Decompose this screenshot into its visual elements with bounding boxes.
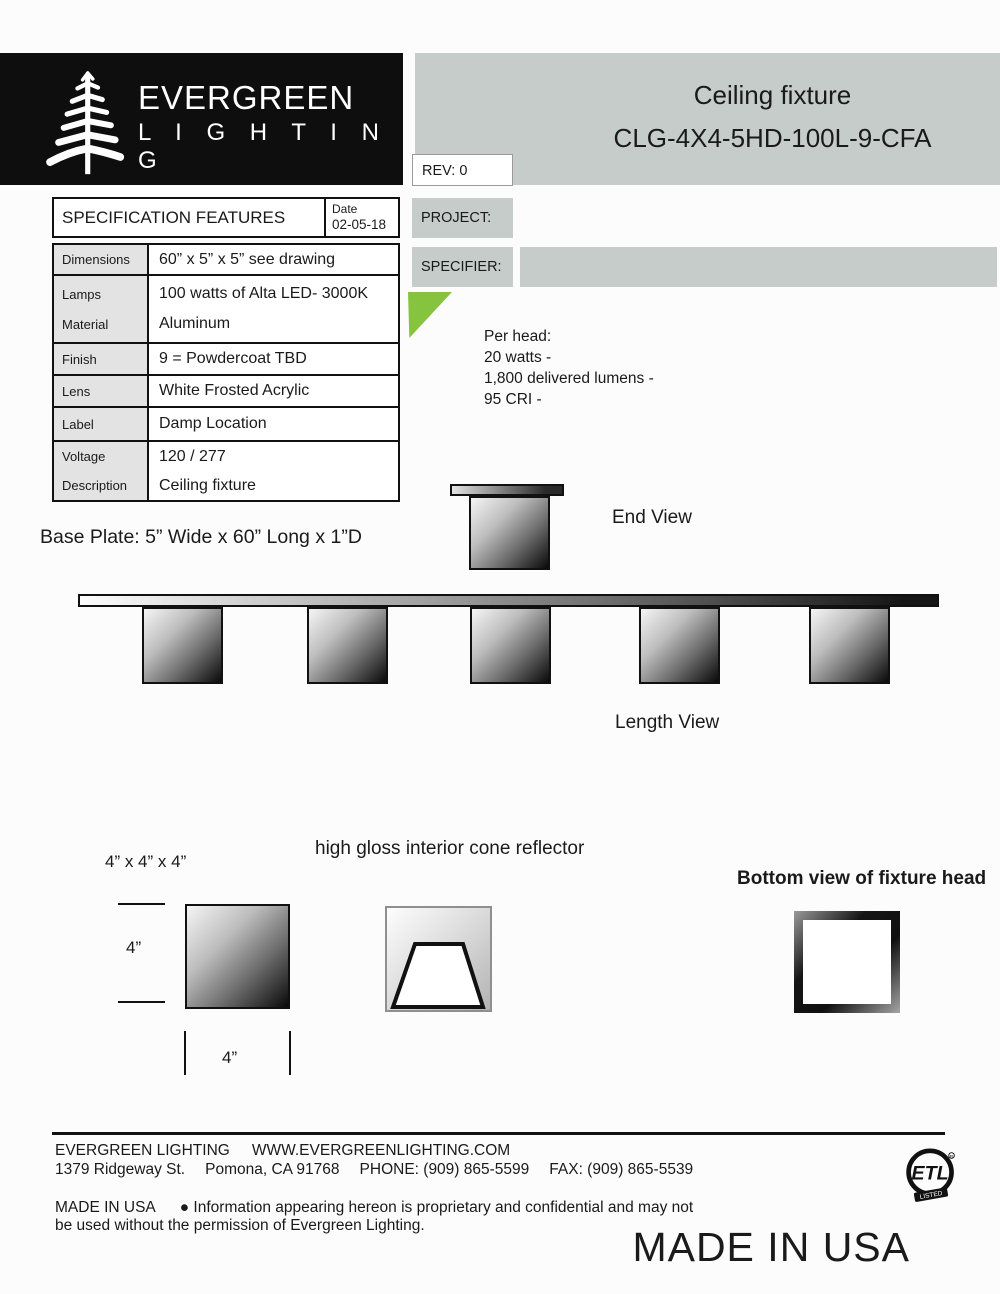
rev-field: REV: 0 (412, 154, 513, 186)
cone-reflector-drawing (385, 906, 492, 1012)
footer-fax: FAX: (909) 865-5539 (549, 1161, 694, 1178)
project-field-label: PROJECT: (412, 198, 513, 238)
footer-contact-line (55, 1161, 693, 1179)
made-in-usa-text: MADE IN USA (55, 1199, 156, 1216)
disclaimer-text: ● Information appearing hereon is proprietary and confidential and may not (179, 1199, 694, 1216)
svg-text:R: R (949, 1153, 954, 1159)
length-view-head-drawing (142, 607, 223, 684)
etl-listed-icon (903, 1146, 959, 1206)
svg-text:LISTED: LISTED (919, 1190, 943, 1201)
cone-trapezoid-shape (387, 908, 490, 1010)
bottom-view-lens-area (803, 920, 891, 1004)
table-row (54, 374, 398, 406)
dimension-tick (289, 1031, 291, 1075)
green-corner-accent (408, 292, 452, 338)
dimension-tick (118, 1001, 165, 1003)
product-title: Ceiling fixture (693, 80, 852, 110)
made-in-usa-large: MADE IN USA (632, 1224, 910, 1270)
table-row (54, 440, 398, 500)
spec-table (52, 243, 400, 502)
footer-divider (52, 1132, 945, 1135)
disclaimer-text2: be used without the permission of Evergreen Lighting. (55, 1217, 425, 1234)
length-view-head-drawing (639, 607, 720, 684)
cone-reflector-caption: high gloss interior cone reflector (315, 838, 585, 859)
width-dimension-label: 4” (222, 1048, 238, 1067)
row-value: 100 watts of Alta LED- 3000K Aluminum (159, 285, 369, 332)
specifier-input-bar (520, 247, 997, 287)
end-view-caption: End View (612, 507, 692, 528)
specifier-field-label: SPECIFIER: (412, 247, 513, 287)
row-label: Label (54, 408, 149, 440)
end-view-head-drawing (469, 496, 550, 570)
base-plate-note: Base Plate: 5” Wide x 60” Long x 1”D (40, 526, 362, 548)
footer-disclaimer-line (55, 1199, 693, 1217)
length-view-caption: Length View (615, 712, 720, 733)
footer-website: WWW.EVERGREENLIGHTING.COM (251, 1142, 511, 1159)
logo (0, 53, 403, 185)
date-label: Date (332, 202, 358, 216)
logo-company-name: EVERGREEN (138, 79, 355, 116)
row-label: Voltage Description (54, 442, 149, 500)
footer-address: 1379 Ridgeway St. (55, 1161, 186, 1178)
dimension-tick (184, 1031, 186, 1075)
svg-text:ETL: ETL (911, 1162, 949, 1185)
table-row (54, 274, 398, 342)
logo-company-sub: L I G H T I N G (138, 119, 388, 174)
table-row (54, 342, 398, 374)
footer-company: EVERGREEN LIGHTING (55, 1142, 230, 1159)
footer-disclaimer-line2 (55, 1217, 425, 1235)
footer-company-line (55, 1142, 510, 1160)
row-label: Lens (54, 376, 149, 406)
row-value: White Frosted Acrylic (159, 382, 310, 399)
head-dimensions-note: 4” x 4” x 4” (105, 852, 187, 871)
spec-features-header (52, 197, 400, 238)
bottom-view-drawing (794, 911, 900, 1013)
row-value: Damp Location (159, 415, 267, 432)
footer-city: Pomona, CA 91768 (205, 1161, 340, 1178)
end-view-baseplate-drawing (450, 484, 564, 496)
table-row (54, 245, 398, 274)
row-label: Lamps Material (54, 276, 149, 342)
length-view-baseplate-drawing (78, 594, 939, 607)
dimension-tick (118, 903, 165, 905)
height-dimension-label: 4” (126, 938, 142, 957)
row-label: Finish (54, 344, 149, 374)
length-view-head-drawing (307, 607, 388, 684)
length-view-head-drawing (470, 607, 551, 684)
head-side-view-drawing (185, 904, 290, 1009)
row-value: 120 / 277 Ceiling fixture (159, 447, 256, 494)
row-label: Dimensions (54, 245, 149, 274)
date-value: 02-05-18 (332, 217, 387, 232)
per-head-note: Per head: 20 watts - 1,800 delivered lumens - 95 CRI - (484, 328, 654, 408)
footer-phone: PHONE: (909) 865-5599 (359, 1161, 530, 1178)
logo-text (138, 79, 403, 175)
pine-tree-icon (38, 61, 134, 181)
length-view-head-drawing (809, 607, 890, 684)
date-cell (324, 199, 398, 236)
spec-features-title: SPECIFICATION FEATURES (62, 207, 286, 227)
table-row (54, 406, 398, 440)
row-value: 60” x 5” x 5” see drawing (159, 250, 336, 268)
row-value: 9 = Powdercoat TBD (159, 350, 307, 367)
bottom-view-caption: Bottom view of fixture head (737, 868, 987, 889)
model-number: CLG-4X4-5HD-100L-9-CFA (613, 123, 932, 153)
